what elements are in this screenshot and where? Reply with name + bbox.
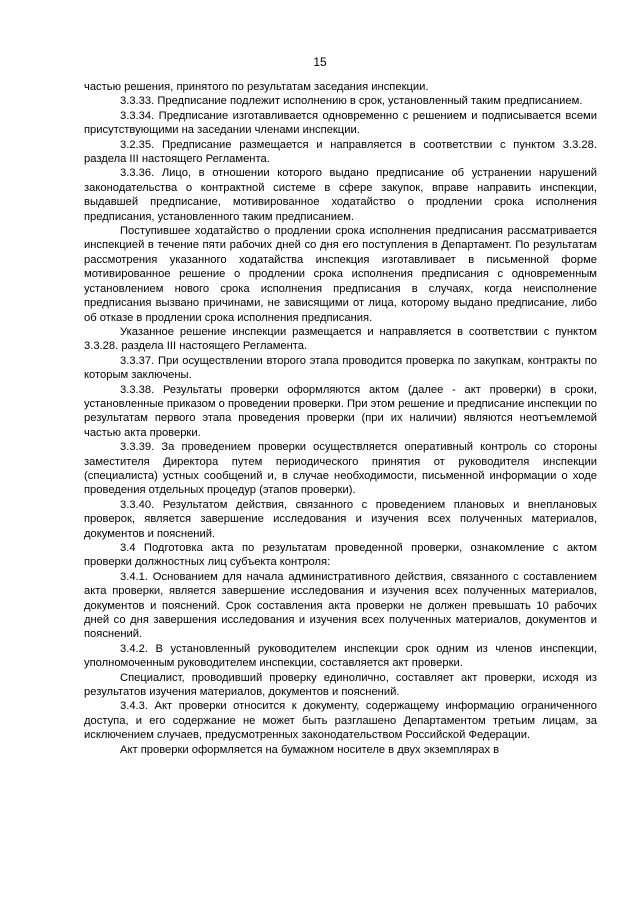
paragraph: 3.3.39. За проведением проверки осуществляется оперативный контроль со стороны заместителя Директора путем периодического принятия от руководителя инспекции (специалиста) устных сообщений и, в случае необходимости, письменной информации о ходе проведения отдельных процедур (этапов проверки). (84, 441, 597, 497)
paragraph: 3.3.33. Предписание подлежит исполнению в срок, установленный таким предписанием. (120, 95, 583, 108)
paragraph: 3.3.36. Лицо, в отношении которого выдано предписание об устранении нарушений законодательства о контрактной системе в сфере закупок, вправе направить инспекции, выдавшей предписание, мотивированное ходатайство о продлении срока исполнения предписания, установленного таким предписанием. (84, 167, 597, 223)
paragraph: 3.4.1. Основанием для начала административного действия, связанного с составлением акта проверки, является завершение исследования и изучения всех полученных материалов, документов и пояснений. Срок составления акта проверки не должен превышать 10 рабочих дней со дня завершения исследования и изучения всех полученных материалов, документов и пояснений. (84, 570, 597, 641)
paragraph: 3.3.37. При осуществлении второго этапа проводится проверка по закупкам, контракты по которым заключены. (84, 354, 597, 382)
paragraph: Поступившее ходатайство о продлении срока исполнения предписания рассматривается инспекцией в течение пяти рабочих дней со дня его поступления в Департамент. По результатам рассмотрения указанного ходатайства инспекция изготавливает в письменной форме мотивированное решение о продлении срока исполнения предписания с одновременным установлением нового срока исполнения предписания в случаях, когда неисполнение предписания вызвано причинами, не зависящими от лица, которому выдано предписание, либо об отказе в продлении срока исполнения предписания. (84, 225, 597, 324)
paragraph: 3.4.3. Акт проверки относится к документу, содержащему информацию ограниченного доступа, и его содержание не может быть разглашено Департаментом третьим лицам, за исключением случаев, предусмотренных законодательством Российской Федерации. (84, 700, 597, 742)
paragraph: 3.3.34. Предписание изготавливается одновременно с решением и подписывается всеми присутствующими на заседании членами инспекции. (84, 109, 597, 137)
paragraph: Акт проверки оформляется на бумажном носителе в двух экземплярах в (120, 743, 500, 756)
paragraph: 3.3.38. Результаты проверки оформляются актом (далее - акт проверки) в сроки, установленные приказом о проведении проверки. При этом решение и предписание инспекции по результатам первого этапа проведения проверки (при их наличии) являются неотъемлемой частью акта проверки. (84, 383, 597, 439)
paragraph: Указанное решение инспекции размещается и направляется в соответствии с пунктом 3.3.28. раздела III настоящего Регламента. (84, 325, 597, 353)
paragraph: частью решения, принятого по результатам заседания инспекции. (84, 81, 429, 93)
paragraph: 3.2.35. Предписание размещается и направляется в соответствии с пунктом 3.3.28. раздела III настоящего Регламента. (84, 138, 597, 166)
paragraph: 3.4.2. В установленный руководителем инспекции срок одним из членов инспекции, уполномоченным руководителем инспекции, составляется акт проверки. (84, 642, 597, 670)
document-body (84, 80, 597, 757)
paragraph: 3.3.40. Результатом действия, связанного с проведением плановых и внеплановых проверок, является завершение исследования и изучения всех полученных материалов, документов и пояснений. (84, 498, 597, 540)
paragraph: Специалист, проводивший проверку единолично, составляет акт проверки, исходя из результатов изучения материалов, документов и пояснений. (84, 671, 597, 699)
page-number: 15 (313, 55, 327, 69)
paragraph: 3.4 Подготовка акта по результатам проведенной проверки, ознакомление с актом проверки должностных лиц субъекта контроля: (84, 542, 597, 569)
